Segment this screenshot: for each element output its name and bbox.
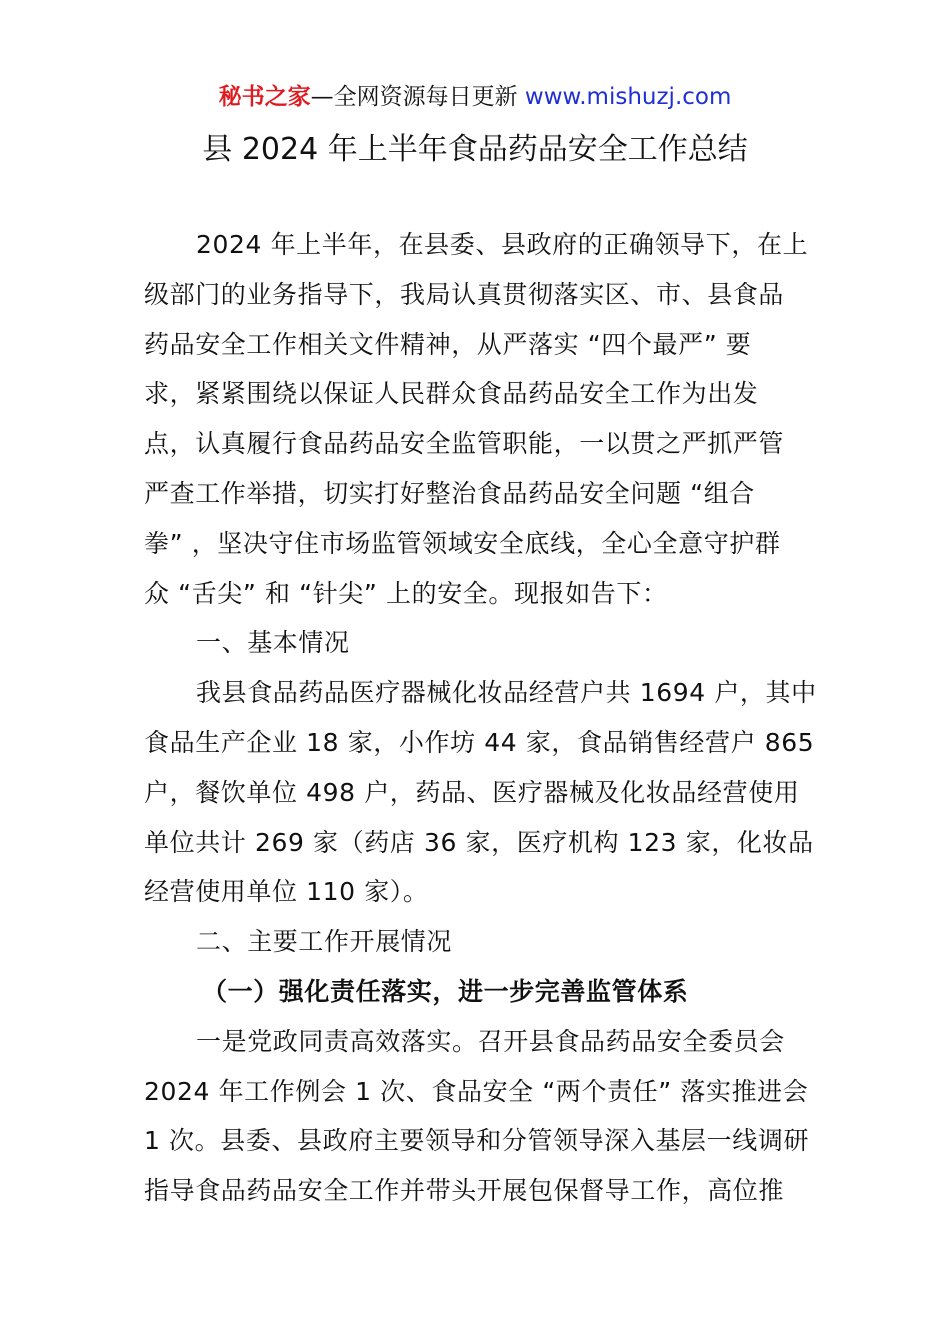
text-line: 经营使用单位 110 家）。 [144, 877, 429, 907]
document-title: 县 2024 年上半年食品药品安全工作总结 [202, 132, 748, 167]
text-line: 1 次。县委、县政府主要领导和分管领导深入基层一线调研 [144, 1126, 810, 1156]
text-line: 求，紧紧围绕以保证人民群众食品药品安全工作为出发 [144, 379, 759, 409]
text-line: 2024 年工作例会 1 次、食品安全 “两个责任” 落实推进会 [144, 1076, 809, 1106]
text-line: 一是党政同责高效落实。召开县食品药品安全委员会 [196, 1026, 785, 1056]
subsection-heading-1 [144, 967, 808, 1017]
text-line: 严查工作举措，切实打好整治食品药品安全问题 “组合 [144, 478, 755, 508]
text-line: 拳” ，坚决守住市场监管领域安全底线，全心全意守护群 [144, 528, 781, 558]
text-line: 一、基本情况 [196, 628, 350, 658]
text-line: 众 “舌尖” 和 “针尖” 上的安全。现报如告下： [144, 578, 668, 608]
text-line: 指导食品药品安全工作并带头开展包保督导工作，高位推 [144, 1176, 785, 1206]
header-slogan: —全网资源每日更新 [310, 84, 525, 110]
text-line: 户，餐饮单位 498 户，药品、医疗器械及化妆品经营使用 [144, 777, 800, 807]
intro-paragraph [144, 220, 808, 618]
text-line: 单位共计 269 家（药店 36 家，医疗机构 123 家，化妆品 [144, 827, 814, 857]
basic-info-paragraph [144, 668, 817, 917]
text-line: 点，认真履行食品药品安全监管职能，一以贯之严抓严管 [144, 429, 785, 459]
text-line: 我县食品药品医疗器械化妆品经营户共 1694 户，其中 [196, 678, 817, 708]
text-line: 级部门的业务指导下，我局认真贯彻落实区、市、县食品 [144, 279, 785, 309]
site-header [0, 80, 950, 114]
text-line: （一）强化责任落实，进一步完善监管体系 [202, 976, 689, 1006]
section-heading-main-work [144, 917, 808, 967]
text-line: 食品生产企业 18 家，小作坊 44 家，食品销售经营户 865 [144, 727, 815, 757]
section-heading-basic [144, 618, 808, 668]
responsibility-paragraph [144, 1017, 808, 1216]
text-line: 药品安全工作相关文件精神，从严落实 “四个最严” 要 [144, 329, 752, 359]
document-body [144, 220, 817, 1216]
text-line: 2024 年上半年，在县委、县政府的正确领导下，在上 [196, 230, 809, 259]
text-line: 二、主要工作开展情况 [196, 927, 453, 957]
brand-name: 秘书之家 [218, 84, 311, 110]
header-url[interactable]: www.mishuzj.com [524, 84, 732, 110]
